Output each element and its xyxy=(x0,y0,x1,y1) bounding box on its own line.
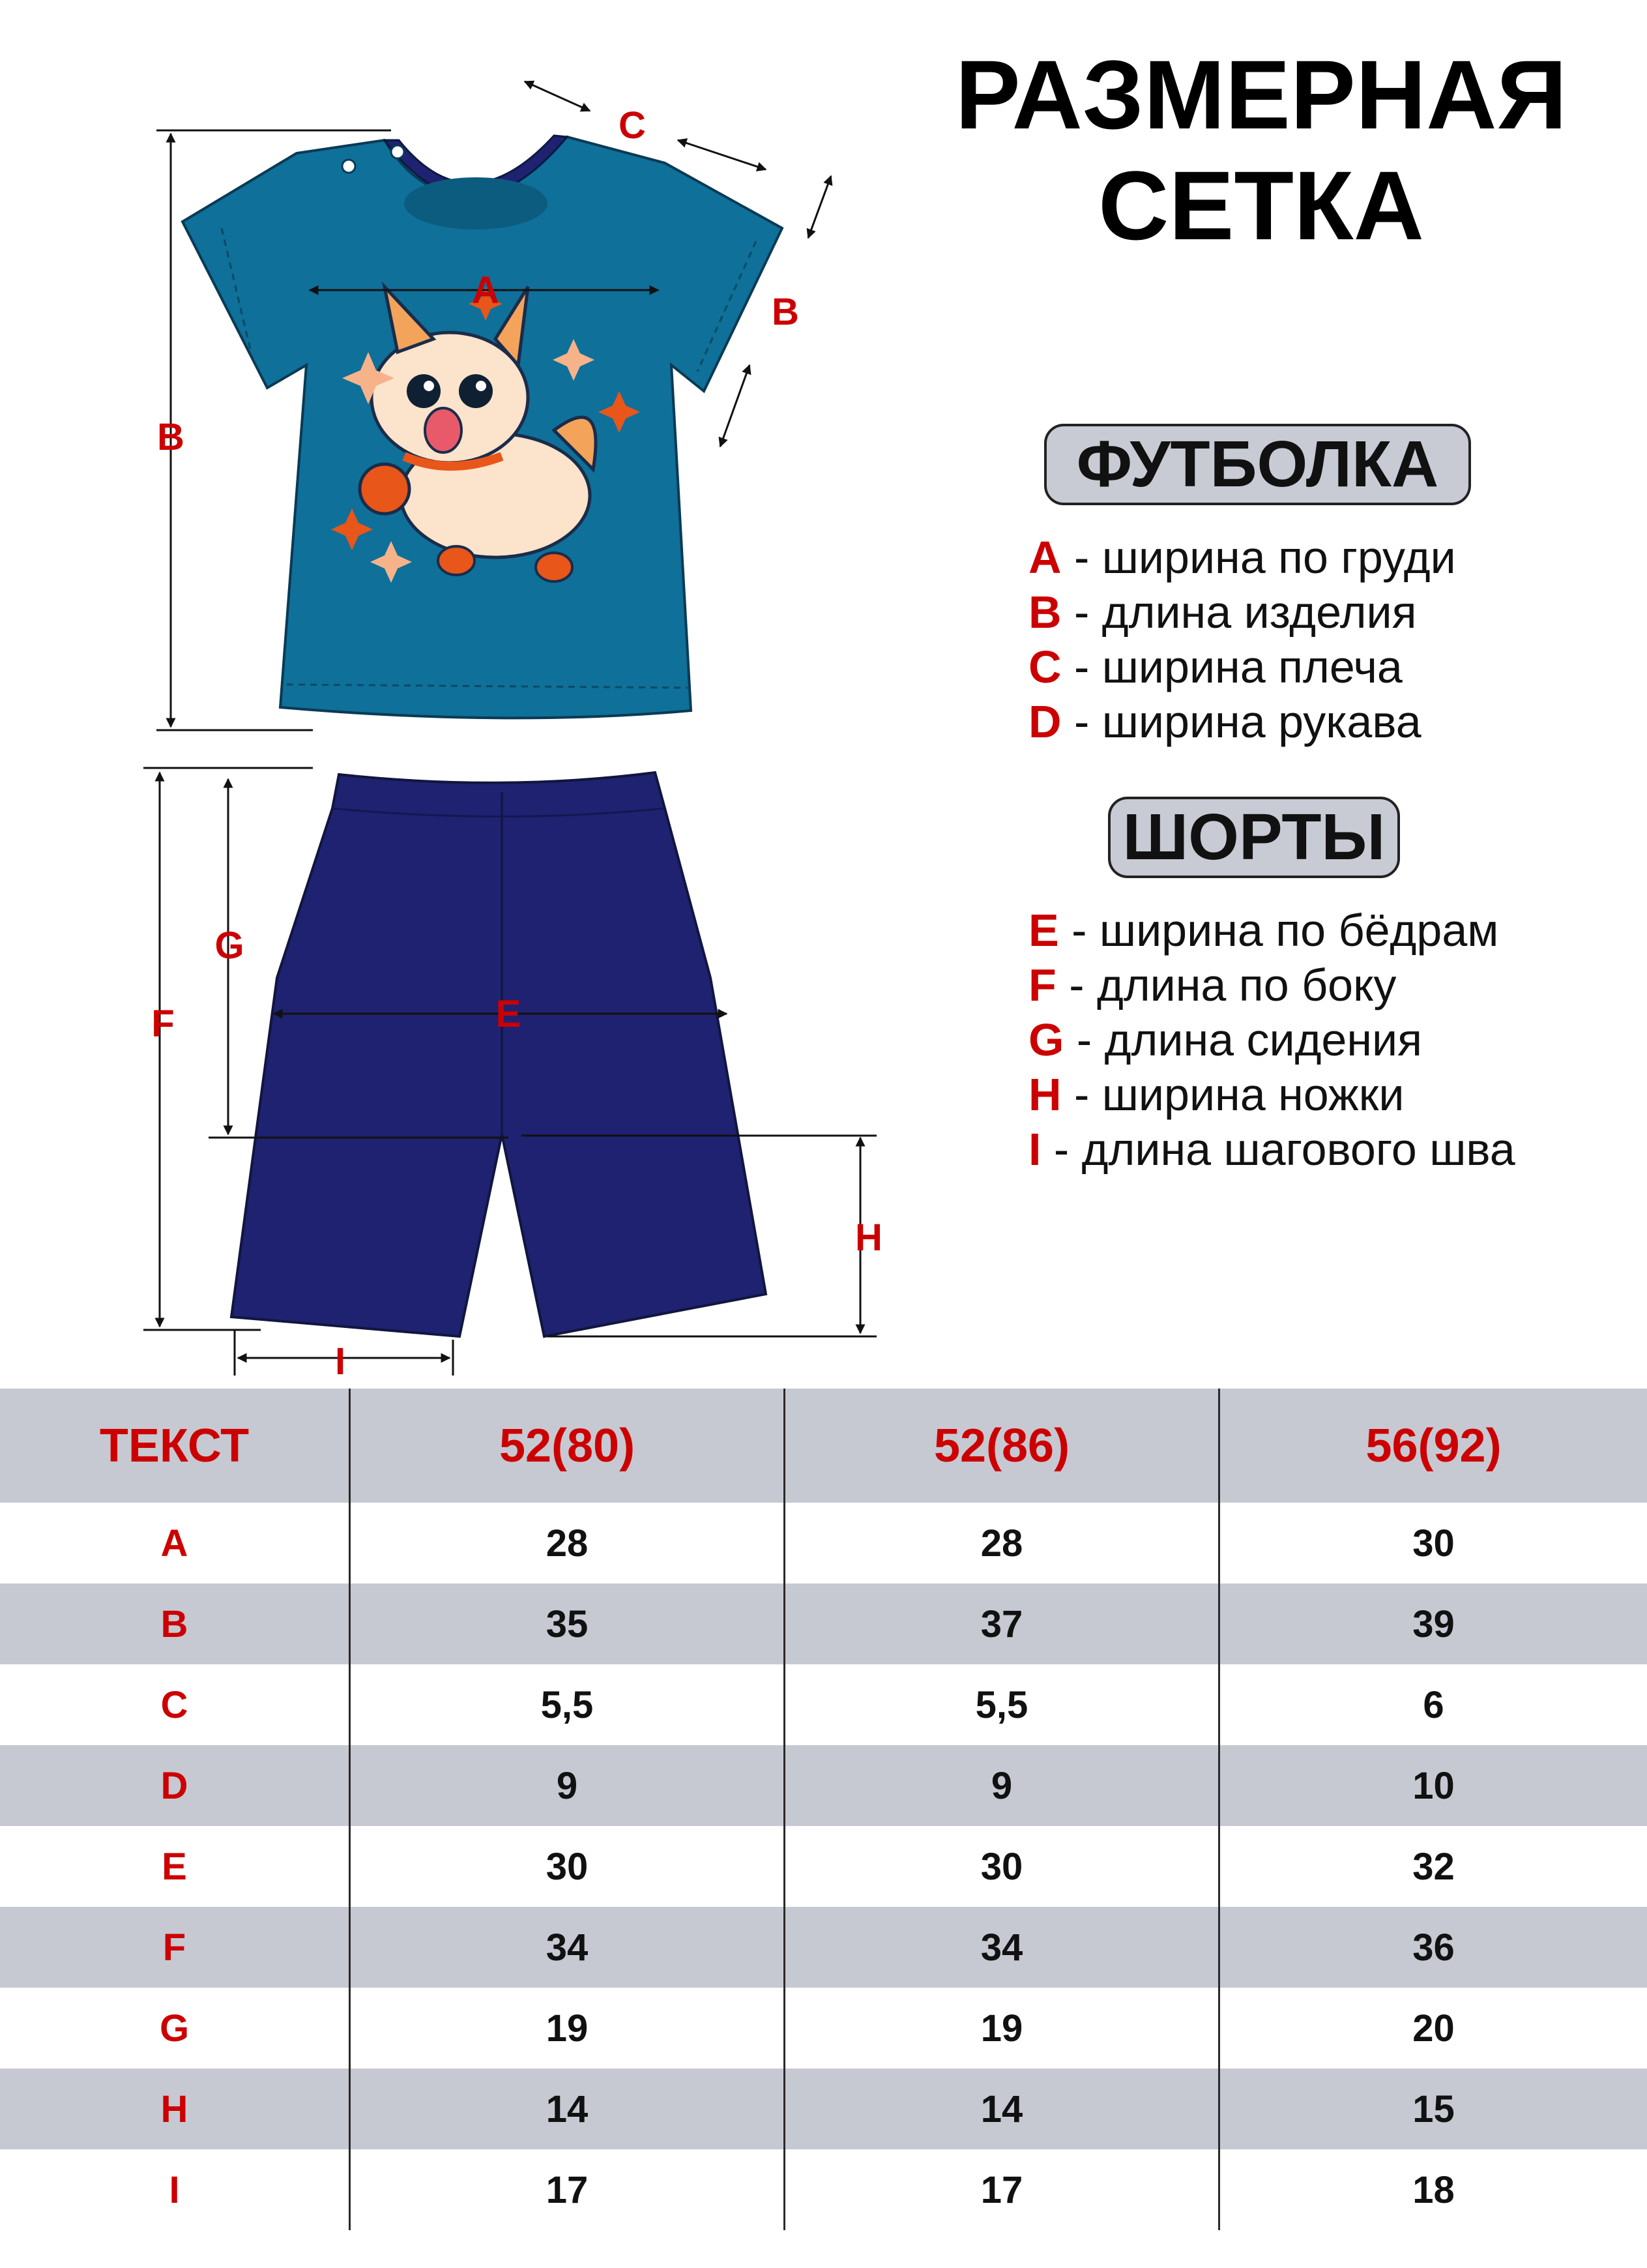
label-f: F xyxy=(151,1003,175,1045)
table-header-cell: 52(80) xyxy=(350,1389,785,1503)
legend-item: D - ширина рукава xyxy=(1028,696,1421,747)
table-row xyxy=(0,1664,1647,1745)
tshirt-legend xyxy=(1028,530,1456,749)
table-header-cell: 56(92) xyxy=(1219,1389,1647,1503)
table-cell: I xyxy=(169,2168,180,2211)
table-cell: 28 xyxy=(785,1503,1219,1583)
label-h: H xyxy=(855,1216,882,1259)
table-cell: 20 xyxy=(1219,1988,1647,2069)
tshirt-drawing xyxy=(182,136,782,718)
table-cell: H xyxy=(0,2069,350,2149)
legend-item: I - длина шагового шва xyxy=(1028,1124,1515,1175)
table-cell: 10 xyxy=(1219,1745,1647,1826)
table-cell: 32 xyxy=(1219,1826,1647,1907)
label-g: G xyxy=(214,924,244,967)
table-cell: G xyxy=(159,2007,190,2050)
table-row xyxy=(0,2149,1647,2230)
shorts-heading: ШОРТЫ xyxy=(1108,797,1400,878)
table-cell: 36 xyxy=(1219,1907,1647,1988)
shorts-drawing xyxy=(231,773,766,1336)
table-cell: 17 xyxy=(785,2149,1219,2230)
table-cell: C xyxy=(160,1683,188,1726)
table-cell: E xyxy=(162,1845,187,1888)
table-cell: 37 xyxy=(785,1583,1219,1664)
size-diagram xyxy=(0,0,912,1389)
label-b-length: B xyxy=(157,416,184,458)
table-cell: 15 xyxy=(1219,2069,1647,2149)
tshirt-button xyxy=(391,145,404,158)
table-cell: A xyxy=(160,1522,188,1565)
table-cell: 39 xyxy=(1219,1583,1647,1664)
table-row xyxy=(0,1745,1647,1826)
table-cell: 14 xyxy=(785,2069,1219,2149)
legend-item: G - длина сидения xyxy=(1028,1014,1423,1065)
label-e: E xyxy=(495,993,521,1035)
table-row xyxy=(0,1907,1647,1988)
legend-item: H - ширина ножки xyxy=(1028,1069,1405,1120)
table-cell: 19 xyxy=(785,1988,1219,2069)
page-title xyxy=(906,39,1616,261)
table-row xyxy=(0,2069,1647,2149)
tshirt-heading: ФУТБОЛКА xyxy=(1044,424,1471,505)
legend-item: B - длина изделия xyxy=(1028,587,1417,638)
table-cell: 5,5 xyxy=(350,1664,785,1745)
title-line-1: РАЗМЕРНАЯ xyxy=(955,40,1567,149)
table-cell: 9 xyxy=(785,1745,1219,1826)
table-cell: 17 xyxy=(350,2149,785,2230)
table-cell: 30 xyxy=(1219,1503,1647,1583)
table-header-row xyxy=(0,1389,1647,1503)
label-i: I xyxy=(334,1340,346,1383)
legend-item: F - длина по боку xyxy=(1028,960,1397,1010)
tshirt-button xyxy=(342,160,355,173)
table-cell: 19 xyxy=(350,1988,785,2069)
table-cell: 18 xyxy=(1219,2149,1647,2230)
tshirt-neck-inner xyxy=(404,177,547,229)
table-cell: 28 xyxy=(350,1503,785,1583)
legend-item: E - ширина по бёдрам xyxy=(1028,905,1499,956)
label-a: A xyxy=(472,269,499,312)
shorts-body xyxy=(231,773,766,1336)
shorts-legend xyxy=(1028,903,1515,1177)
table-cell: 6 xyxy=(1219,1664,1647,1745)
table-cell: 34 xyxy=(785,1907,1219,1988)
table-cell: 14 xyxy=(350,2069,785,2149)
table-header-cell: ТЕКСТ xyxy=(0,1389,350,1503)
table-cell: B xyxy=(0,1583,350,1664)
table-row xyxy=(0,1988,1647,2069)
table-row xyxy=(0,1503,1647,1583)
legend-item: A - ширина по груди xyxy=(1028,532,1456,583)
title-line-2: СЕТКА xyxy=(1098,151,1424,260)
table-header-cell: 52(86) xyxy=(785,1389,1219,1503)
table-cell: 30 xyxy=(350,1826,785,1907)
table-cell: 5,5 xyxy=(785,1664,1219,1745)
label-c: C xyxy=(619,104,646,147)
table-cell: 9 xyxy=(350,1745,785,1826)
legend-item: C - ширина плеча xyxy=(1028,641,1403,692)
table-cell: 30 xyxy=(785,1826,1219,1907)
table-row xyxy=(0,1826,1647,1907)
table-row xyxy=(0,1583,1647,1664)
table-cell: D xyxy=(0,1745,350,1826)
label-d-sleeve: B xyxy=(772,291,799,333)
size-table xyxy=(0,1389,1647,2230)
table-cell: 34 xyxy=(350,1907,785,1988)
table-cell: 35 xyxy=(350,1583,785,1664)
table-cell: F xyxy=(0,1907,350,1988)
